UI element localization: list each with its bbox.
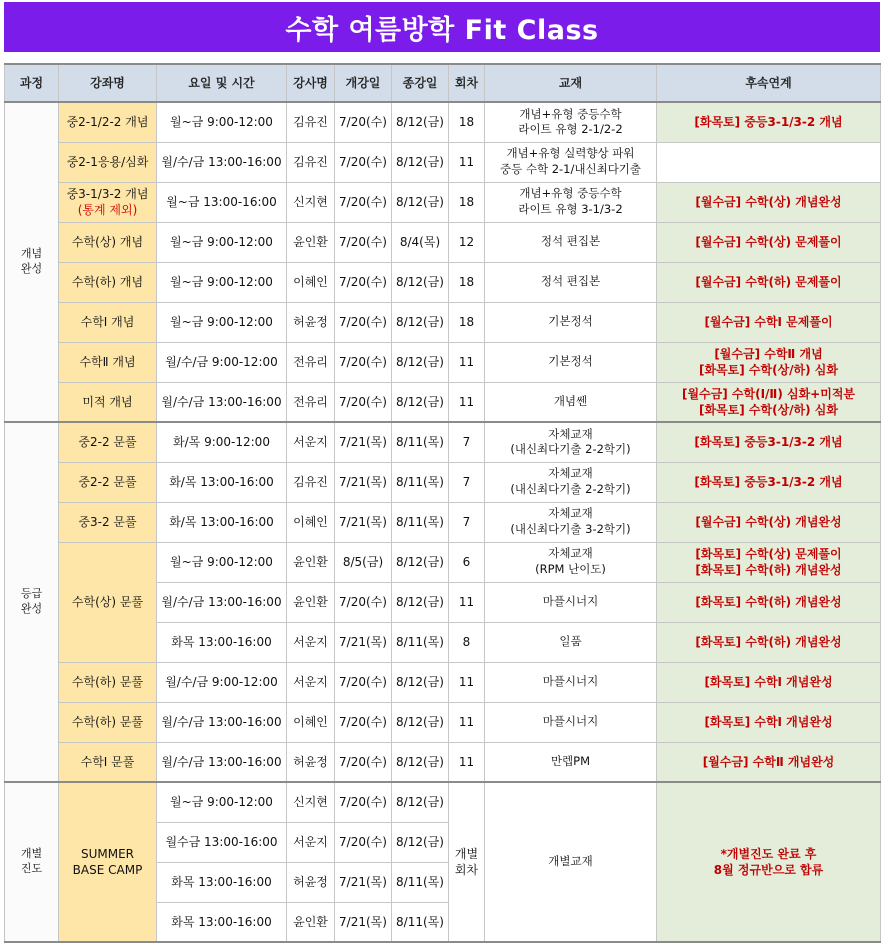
course-cell: 중2-2 문풀	[59, 422, 157, 462]
book-cell: 자체교재 (RPM 난이도)	[485, 542, 657, 582]
table-row	[5, 422, 881, 462]
sessions-cell: 11	[449, 342, 485, 382]
table-row	[5, 662, 881, 702]
header-end: 종강일	[392, 64, 449, 102]
course-cell: 수학Ⅱ 개념	[59, 342, 157, 382]
follow-cell: [월수금] 수학(Ⅰ/Ⅱ) 심화+미적분 [화목토] 수학(상/하) 심화	[657, 382, 881, 422]
book-cell: 개념+유형 중등수학 라이트 유형 3-1/3-2	[485, 182, 657, 222]
teacher-cell: 김유진	[287, 462, 335, 502]
time-cell: 화목 13:00-16:00	[157, 902, 287, 942]
book-cell: 자체교재 (내신최다기출 3-2학기)	[485, 502, 657, 542]
teacher-cell: 김유진	[287, 102, 335, 142]
book-cell: 기본정석	[485, 302, 657, 342]
follow-cell: [화목토] 중등3-1/3-2 개념	[657, 422, 881, 462]
time-cell: 월/수/금 13:00-16:00	[157, 582, 287, 622]
time-cell: 월/수/금 13:00-16:00	[157, 702, 287, 742]
end-cell: 8/12(금)	[392, 182, 449, 222]
time-cell: 화/목 9:00-12:00	[157, 422, 287, 462]
sessions-cell: 11	[449, 582, 485, 622]
teacher-cell: 서운지	[287, 422, 335, 462]
teacher-cell: 허윤정	[287, 862, 335, 902]
teacher-cell: 이혜인	[287, 262, 335, 302]
teacher-cell: 이혜인	[287, 502, 335, 542]
track-cell: 개별 진도	[5, 782, 59, 942]
course-cell: 수학(하) 문풀	[59, 702, 157, 742]
start-cell: 7/20(수)	[335, 222, 392, 262]
time-cell: 월수금 13:00-16:00	[157, 822, 287, 862]
end-cell: 8/12(금)	[392, 662, 449, 702]
header-start: 개강일	[335, 64, 392, 102]
teacher-cell: 서운지	[287, 662, 335, 702]
table-row	[5, 462, 881, 502]
time-cell: 월/수/금 13:00-16:00	[157, 742, 287, 782]
start-cell: 7/20(수)	[335, 782, 392, 822]
header-follow: 후속연계	[657, 64, 881, 102]
header-track: 과정	[5, 64, 59, 102]
teacher-cell: 전유리	[287, 342, 335, 382]
table-row	[5, 302, 881, 342]
group-concept	[5, 102, 881, 422]
table-row	[5, 502, 881, 542]
time-cell: 월~금 13:00-16:00	[157, 182, 287, 222]
follow-cell: [화목토] 수학Ⅰ 개념완성	[657, 702, 881, 742]
teacher-cell: 윤인환	[287, 222, 335, 262]
teacher-cell: 윤인환	[287, 582, 335, 622]
follow-cell: [월수금] 수학(하) 문제풀이	[657, 262, 881, 302]
start-cell: 7/21(목)	[335, 462, 392, 502]
course-cell: 수학(하) 문풀	[59, 662, 157, 702]
time-cell: 월/수/금 9:00-12:00	[157, 662, 287, 702]
end-cell: 8/11(목)	[392, 462, 449, 502]
sessions-cell: 8	[449, 622, 485, 662]
follow-cell: [화목토] 수학(상) 문제풀이 [화목토] 수학(하) 개념완성	[657, 542, 881, 582]
end-cell: 8/11(목)	[392, 622, 449, 662]
teacher-cell: 서운지	[287, 622, 335, 662]
course-cell: 중2-1/2-2 개념	[59, 102, 157, 142]
course-cell: 수학(상) 문풀	[59, 542, 157, 662]
sessions-cell: 18	[449, 262, 485, 302]
sessions-cell: 7	[449, 422, 485, 462]
follow-cell: [화목토] 중등3-1/3-2 개념	[657, 102, 881, 142]
table-row	[5, 142, 881, 182]
table-row	[5, 702, 881, 742]
start-cell: 7/20(수)	[335, 582, 392, 622]
start-cell: 7/20(수)	[335, 182, 392, 222]
follow-cell: [월수금] 수학(상) 개념완성	[657, 182, 881, 222]
course-cell: 수학(하) 개념	[59, 262, 157, 302]
end-cell: 8/12(금)	[392, 782, 449, 822]
teacher-cell: 허윤정	[287, 742, 335, 782]
sessions-cell: 개별 회차	[449, 782, 485, 942]
start-cell: 7/20(수)	[335, 662, 392, 702]
header-time: 요일 및 시간	[157, 64, 287, 102]
follow-cell: [월수금] 수학(상) 개념완성	[657, 502, 881, 542]
course-cell: 수학Ⅰ 개념	[59, 302, 157, 342]
course-cell: 수학Ⅰ 문풀	[59, 742, 157, 782]
start-cell: 7/20(수)	[335, 742, 392, 782]
course-cell: 중3-2 문풀	[59, 502, 157, 542]
end-cell: 8/11(목)	[392, 862, 449, 902]
follow-cell: [화목토] 수학Ⅰ 개념완성	[657, 662, 881, 702]
header-sessions: 회차	[449, 64, 485, 102]
table-row	[5, 782, 881, 822]
start-cell: 7/21(목)	[335, 422, 392, 462]
end-cell: 8/11(목)	[392, 502, 449, 542]
sessions-cell: 18	[449, 182, 485, 222]
time-cell: 월/수/금 9:00-12:00	[157, 342, 287, 382]
table-row	[5, 542, 881, 582]
follow-cell: [월수금] 수학Ⅱ 개념 [화목토] 수학(상/하) 심화	[657, 342, 881, 382]
table-row	[5, 262, 881, 302]
course-cell: 중3-1/3-2 개념 (통계 제외)	[59, 182, 157, 222]
book-cell: 개념+유형 실력향상 파워 중등 수학 2-1/내신최다기출	[485, 142, 657, 182]
group-individual	[5, 782, 881, 942]
time-cell: 월~금 9:00-12:00	[157, 262, 287, 302]
end-cell: 8/12(금)	[392, 262, 449, 302]
course-cell: SUMMER BASE CAMP	[59, 782, 157, 942]
teacher-cell: 전유리	[287, 382, 335, 422]
start-cell: 7/21(목)	[335, 902, 392, 942]
book-cell: 개별교재	[485, 782, 657, 942]
follow-cell: [월수금] 수학(상) 문제풀이	[657, 222, 881, 262]
time-cell: 화목 13:00-16:00	[157, 622, 287, 662]
end-cell: 8/12(금)	[392, 702, 449, 742]
schedule-table	[4, 63, 881, 943]
time-cell: 월~금 9:00-12:00	[157, 782, 287, 822]
start-cell: 7/20(수)	[335, 702, 392, 742]
book-cell: 자체교재 (내신최다기출 2-2학기)	[485, 462, 657, 502]
time-cell: 화목 13:00-16:00	[157, 862, 287, 902]
start-cell: 7/20(수)	[335, 142, 392, 182]
time-cell: 월/수/금 13:00-16:00	[157, 142, 287, 182]
book-cell: 자체교재 (내신최다기출 2-2학기)	[485, 422, 657, 462]
header-course: 강좌명	[59, 64, 157, 102]
end-cell: 8/12(금)	[392, 342, 449, 382]
start-cell: 7/20(수)	[335, 302, 392, 342]
table-row	[5, 742, 881, 782]
end-cell: 8/12(금)	[392, 382, 449, 422]
table-row	[5, 382, 881, 422]
sessions-cell: 11	[449, 702, 485, 742]
time-cell: 월~금 9:00-12:00	[157, 542, 287, 582]
start-cell: 7/21(목)	[335, 622, 392, 662]
time-cell: 월~금 9:00-12:00	[157, 102, 287, 142]
follow-cell	[657, 142, 881, 182]
teacher-cell: 서운지	[287, 822, 335, 862]
end-cell: 8/11(목)	[392, 902, 449, 942]
sessions-cell: 7	[449, 462, 485, 502]
follow-cell: [화목토] 수학(하) 개념완성	[657, 582, 881, 622]
end-cell: 8/11(목)	[392, 422, 449, 462]
sessions-cell: 7	[449, 502, 485, 542]
follow-cell: *개별진도 완료 후 8월 정규반으로 합류	[657, 782, 881, 942]
header-teacher: 강사명	[287, 64, 335, 102]
end-cell: 8/12(금)	[392, 102, 449, 142]
start-cell: 7/20(수)	[335, 102, 392, 142]
follow-cell: [월수금] 수학Ⅰ 문제풀이	[657, 302, 881, 342]
time-cell: 월~금 9:00-12:00	[157, 302, 287, 342]
book-cell: 정석 편집본	[485, 222, 657, 262]
group-grade	[5, 422, 881, 782]
end-cell: 8/12(금)	[392, 822, 449, 862]
start-cell: 7/20(수)	[335, 342, 392, 382]
sessions-cell: 11	[449, 662, 485, 702]
table-row	[5, 102, 881, 142]
end-cell: 8/12(금)	[392, 582, 449, 622]
teacher-cell: 신지현	[287, 782, 335, 822]
start-cell: 7/21(목)	[335, 502, 392, 542]
table-row	[5, 222, 881, 262]
page-title: 수학 여름방학 Fit Class	[4, 2, 880, 52]
time-cell: 월~금 9:00-12:00	[157, 222, 287, 262]
track-cell: 등급 완성	[5, 422, 59, 782]
sessions-cell: 11	[449, 142, 485, 182]
course-note: (통계 제외)	[77, 203, 138, 217]
course-cell: 수학(상) 개념	[59, 222, 157, 262]
follow-cell: [월수금] 수학Ⅱ 개념완성	[657, 742, 881, 782]
sessions-cell: 11	[449, 742, 485, 782]
course-cell: 미적 개념	[59, 382, 157, 422]
start-cell: 7/20(수)	[335, 822, 392, 862]
sessions-cell: 6	[449, 542, 485, 582]
header-book: 교재	[485, 64, 657, 102]
teacher-cell: 이혜인	[287, 702, 335, 742]
follow-cell: [화목토] 중등3-1/3-2 개념	[657, 462, 881, 502]
start-cell: 7/21(목)	[335, 862, 392, 902]
book-cell: 일품	[485, 622, 657, 662]
book-cell: 마플시너지	[485, 582, 657, 622]
book-cell: 마플시너지	[485, 662, 657, 702]
end-cell: 8/12(금)	[392, 142, 449, 182]
book-cell: 기본정석	[485, 342, 657, 382]
teacher-cell: 허윤정	[287, 302, 335, 342]
header-row	[5, 64, 881, 102]
course-cell: 중2-1응용/심화	[59, 142, 157, 182]
sessions-cell: 18	[449, 102, 485, 142]
end-cell: 8/12(금)	[392, 542, 449, 582]
course-cell: 중2-2 문풀	[59, 462, 157, 502]
book-cell: 개념+유형 중등수학 라이트 유형 2-1/2-2	[485, 102, 657, 142]
end-cell: 8/4(목)	[392, 222, 449, 262]
start-cell: 7/20(수)	[335, 382, 392, 422]
sessions-cell: 18	[449, 302, 485, 342]
follow-cell: [화목토] 수학(하) 개념완성	[657, 622, 881, 662]
book-cell: 만렙PM	[485, 742, 657, 782]
teacher-cell: 신지현	[287, 182, 335, 222]
time-cell: 월/수/금 13:00-16:00	[157, 382, 287, 422]
teacher-cell: 윤인환	[287, 542, 335, 582]
book-cell: 마플시너지	[485, 702, 657, 742]
teacher-cell: 김유진	[287, 142, 335, 182]
track-cell: 개념 완성	[5, 102, 59, 422]
book-cell: 개념쎈	[485, 382, 657, 422]
start-cell: 7/20(수)	[335, 262, 392, 302]
table-row	[5, 182, 881, 222]
start-cell: 8/5(금)	[335, 542, 392, 582]
sessions-cell: 12	[449, 222, 485, 262]
end-cell: 8/12(금)	[392, 302, 449, 342]
table-row	[5, 342, 881, 382]
sessions-cell: 11	[449, 382, 485, 422]
teacher-cell: 윤인환	[287, 902, 335, 942]
book-cell: 정석 편집본	[485, 262, 657, 302]
time-cell: 화/목 13:00-16:00	[157, 502, 287, 542]
end-cell: 8/12(금)	[392, 742, 449, 782]
time-cell: 화/목 13:00-16:00	[157, 462, 287, 502]
